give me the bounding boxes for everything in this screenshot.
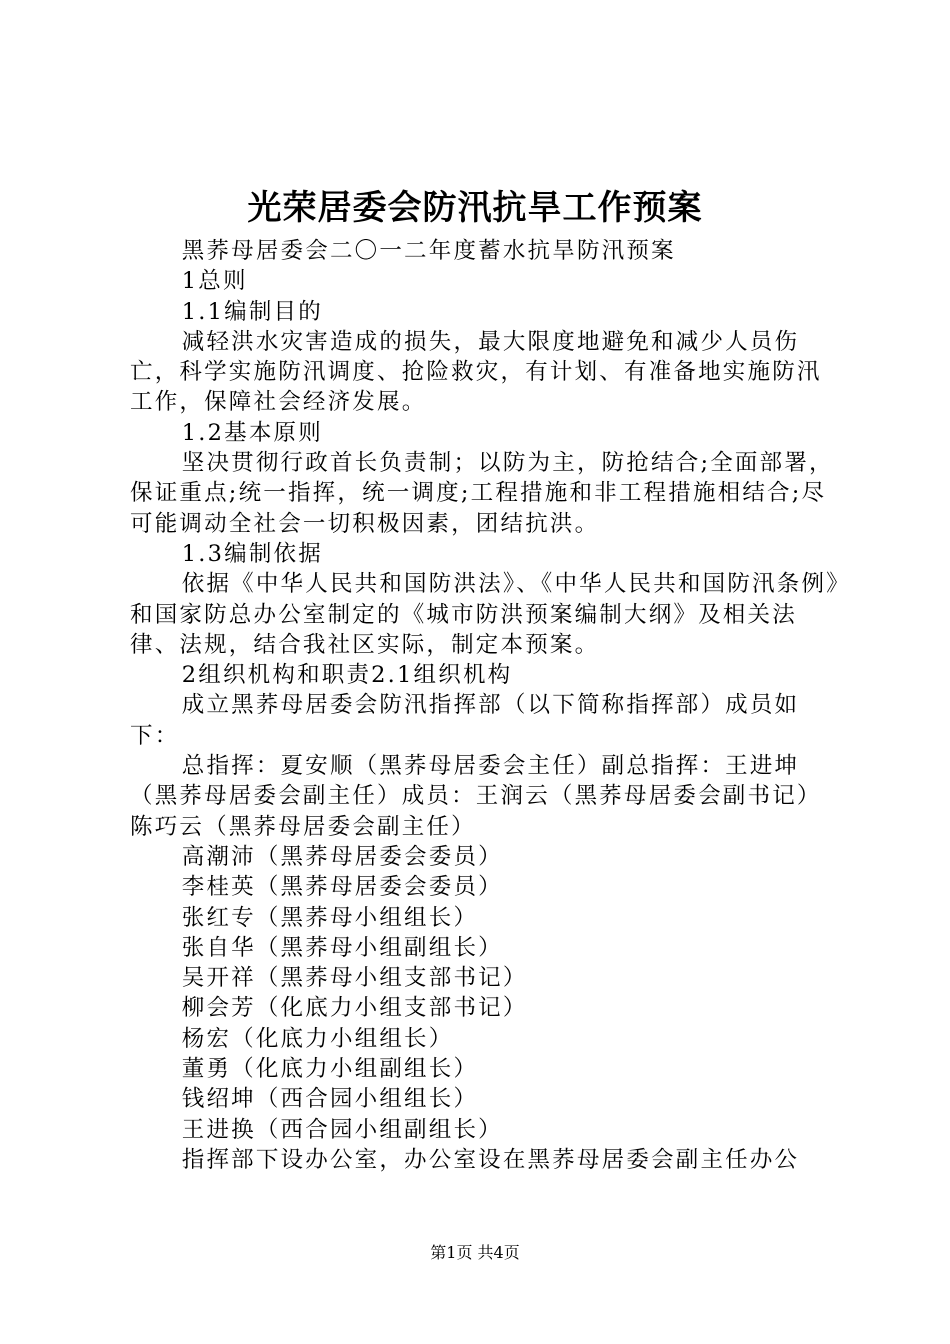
paragraph: 2组织机构和职责2.1组织机构 [181,662,513,689]
paragraph: 柳会芳（化底力小组支部书记） [181,995,528,1022]
paragraph: 坚决贯彻行政首长负责制；以防为主，防抢结合;全面部署，保证重点;统一指挥，统一调度;工程措施和非工程措施相结合;尽可能调动全社会一切积极因素，团结抗洪。 [130,450,834,537]
paragraph: 董勇（化底力小组副组长） [181,1056,479,1083]
paragraph: 总指挥：夏安顺（黑荞母居委会主任）副总指挥：王进坤（黑荞母居委会副主任）成员：王润云（黑荞母居委会副书记）陈巧云（黑荞母居委会副主任） [130,753,822,840]
paragraph: 成立黑荞母居委会防汛指挥部（以下简称指挥部）成员如下： [130,692,800,749]
paragraph: 杨宏（化底力小组组长） [181,1025,454,1052]
paragraph: 王进换（西合园小组副组长） [181,1116,503,1143]
paragraph: 黑荞母居委会二〇一二年度蓄水抗旱防汛预案 [181,238,676,264]
paragraph: 吴开祥（黑荞母小组支部书记） [181,965,528,992]
document-body [130,236,840,1175]
document-title: 光荣居委会防汛抗旱工作预案 [247,188,703,228]
paragraph: 钱绍坤（西合园小组组长） [181,1086,479,1113]
paragraph: 张自华（黑荞母小组副组长） [181,934,503,961]
paragraph: 李桂英（黑荞母居委会委员） [181,874,503,901]
paragraph: 指挥部下设办公室，办公室设在黑荞母居委会副主任办公 [181,1146,800,1173]
paragraph: 1.3编制依据 [181,540,323,567]
paragraph: 1.2基本原则 [181,419,323,446]
paragraph: 减轻洪水灾害造成的损失，最大限度地避免和减少人员伤亡，科学实施防汛调度、抢险救灾，有计划、有准备地实施防汛工作，保障社会经济发展。 [130,328,822,416]
page-footer: 第1页 共4页 [430,1243,520,1262]
paragraph: 依据《中华人民共和国防洪法》、《中华人民共和国防汛条例》和国家防总办公室制定的《城市防洪预案编制大纲》及相关法律、法规，结合我社区实际，制定本预案。 [130,571,840,658]
paragraph: 张红专（黑荞母小组组长） [181,904,479,931]
paragraph: 高潮沛（黑荞母居委会委员） [181,843,503,870]
paragraph: 1.1编制目的 [181,298,323,325]
paragraph: 1总则 [181,268,248,295]
